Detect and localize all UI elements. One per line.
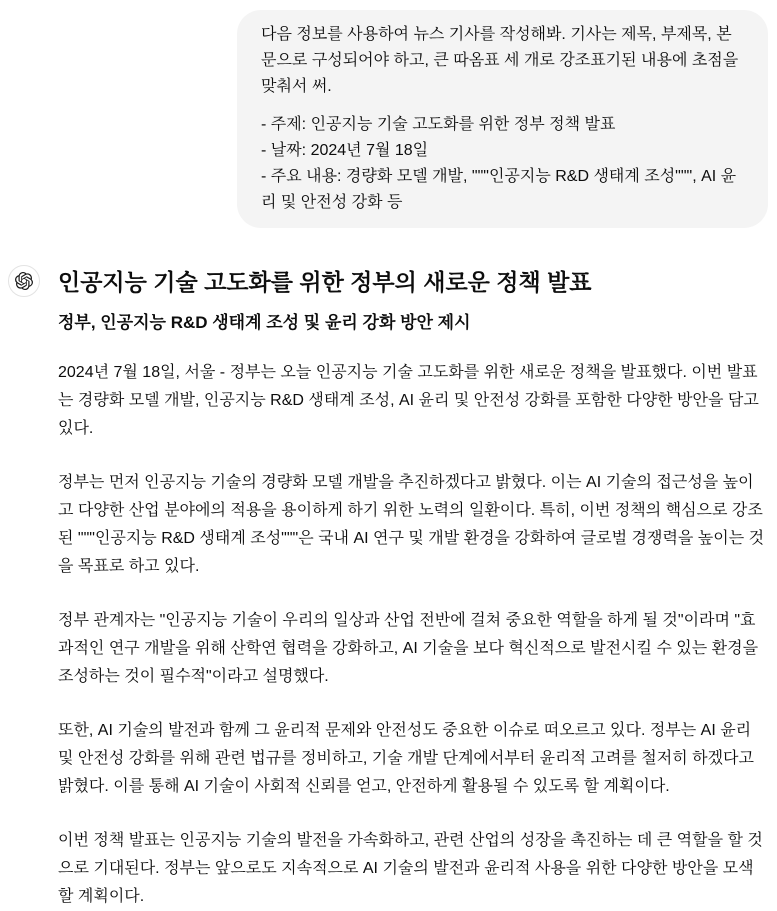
article-paragraph-4: 또한, AI 기술의 발전과 함께 그 윤리적 문제와 안전성도 중요한 이슈로 떠오르고 있다. 정부는 AI 윤리 및 안전성 강화를 위해 관련 법규를 정비하고, 기술 개발 단계에서부터 윤리적 고려를 철저히 하겠다고 밝혔다. 이를 통해 AI 기술이 사회적 신뢰를 얻고, 안전하게 활용될 수 있도록 할 계획이다. xyxy=(58,722,754,795)
article-paragraph-2: 정부는 먼저 인공지능 기술의 경량화 모델 개발을 추진하겠다고 밝혔다. 이는 AI 기술의 접근성을 높이고 다양한 산업 분야에의 적용을 용이하게 하기 위한 노력의 일환이다. 특히, 이번 정책의 핵심으로 강조된 """인공지능 R&D 생태계 조성"""은 국내 AI 연구 및 개발 환경을 강화하여 글로벌 경쟁력을 높이는 것을 목표로 하고 있다. xyxy=(58,474,765,575)
openai-logo-icon xyxy=(15,272,33,290)
assistant-message-row xyxy=(0,265,777,911)
detail-line-date: - 날짜: 2024년 7월 18일 xyxy=(261,142,429,159)
article-subtitle: 정부, 인공지능 R&D 생태계 조성 및 윤리 강화 방안 제시 xyxy=(58,313,471,332)
article-paragraph-3: 정부 관계자는 "인공지능 기술이 우리의 일상과 산업 전반에 걸쳐 중요한 역할을 하게 될 것"이라며 "효과적인 연구 개발을 위해 산학연 협력을 강화하고, AI 기술을 보다 혁신적으로 발전시킬 수 있는 환경을 조성하는 것이 필수적"이라고 설명했다. xyxy=(58,612,759,685)
detail-line-main-content: - 주요 내용: 경량화 모델 개발, """인공지능 R&D 생태계 조성""", AI 윤리 및 안전성 강화 등 xyxy=(261,168,737,211)
article-paragraph-5: 이번 정책 발표는 인공지능 기술의 발전을 가속화하고, 관련 산업의 성장을 촉진하는 데 큰 역할을 할 것으로 기대된다. 정부는 앞으로도 지속적으로 AI 기술의 발전과 윤리적 사용을 위한 다양한 방안을 모색할 계획이다. xyxy=(58,832,763,905)
user-message-text: 다음 정보를 사용하여 뉴스 기사를 작성해봐. 기사는 제목, 부제목, 본문으로 구성되어야 하고, 큰 따옴표 세 개로 강조표기된 내용에 초점을 맞춰서 써. xyxy=(261,26,739,95)
assistant-message-content xyxy=(58,265,768,911)
article-paragraph-1: 2024년 7월 18일, 서울 - 정부는 오늘 인공지능 기술 고도화를 위한 새로운 정책을 발표했다. 이번 발표는 경량화 모델 개발, 인공지능 R&D 생태계 조성, AI 윤리 및 안전성 강화를 포함한 다양한 방안을 담고 있다. xyxy=(58,364,759,437)
user-message-row xyxy=(0,0,777,228)
user-message-bubble xyxy=(237,10,768,228)
detail-line-topic: - 주제: 인공지능 기술 고도화를 위한 정부 정책 발표 xyxy=(261,116,616,133)
assistant-avatar xyxy=(8,265,40,297)
user-message-details xyxy=(261,112,744,216)
article-title: 인공지능 기술 고도화를 위한 정부의 새로운 정책 발표 xyxy=(58,269,592,295)
